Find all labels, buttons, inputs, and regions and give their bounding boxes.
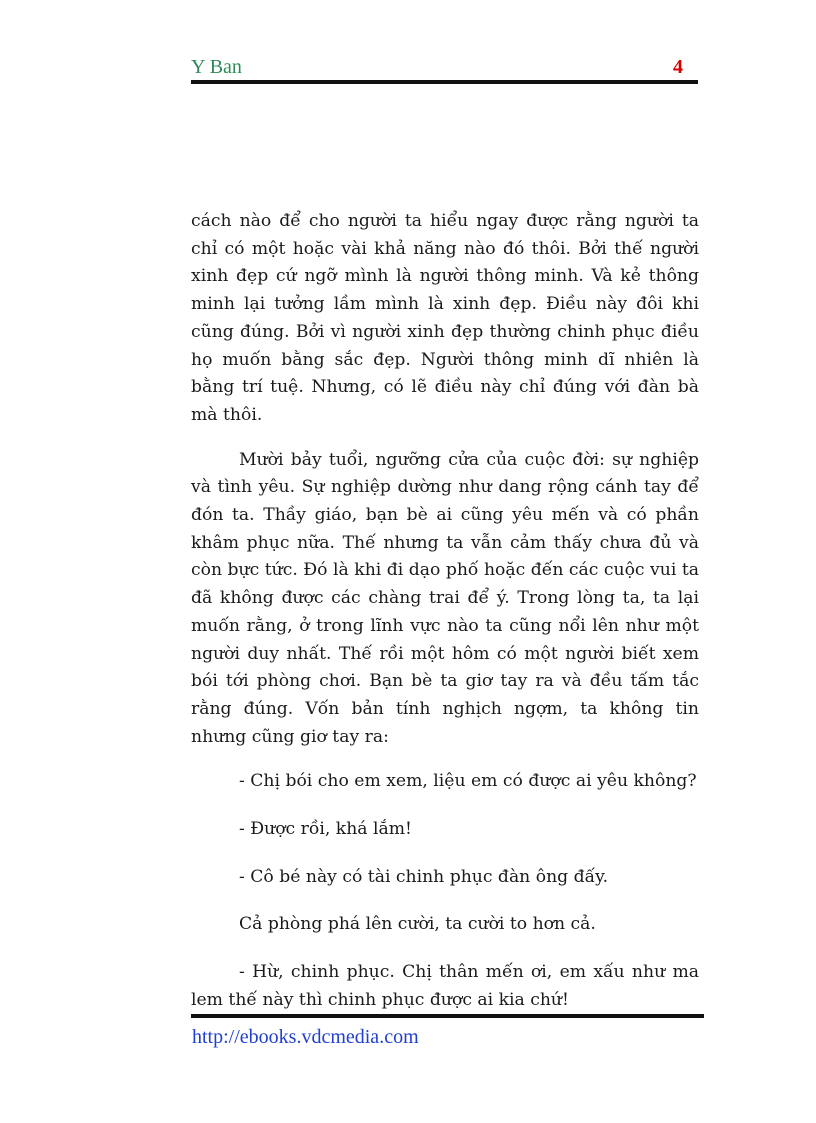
paragraph-seventeen: Mười bảy tuổi, ngưỡng cửa của cuộc đời: sự nghiệp và tình yêu. Sự nghiệp dường như dang rộng cánh tay để đón ta. Thầy giáo, bạn bè ai cũng yêu mến và có phần khâm phục nữa. Thế nhưng ta vẫn cảm thấy chưa đủ và còn bực tức. Đó là khi đi dạo phố hoặc đến các cuộc vui ta đã không được các chàng trai để ý. Trong lòng ta, ta lại muốn rằng, ở trong lĩnh vực nào ta cũng nổi lên như một người duy nhất. Thế rồi một hôm có một người biết xem bói tới phòng chơi. Bạn bè ta giơ tay ra và đều tấm tắc rằng đúng. Vốn bản tính nghịch ngợm, ta không tin nhưng cũng giơ tay ra: <box>191 449 699 747</box>
dialog-line-3: - Cô bé này có tài chinh phục đàn ông đấy. <box>239 866 609 887</box>
page-header <box>191 56 697 80</box>
author-name: Y Ban <box>191 56 242 78</box>
footer-link[interactable]: http://ebooks.vdcmedia.com <box>192 1026 419 1048</box>
body-text <box>191 208 699 1032</box>
narration-line: Cả phòng phá lên cười, ta cười to hơn cả. <box>239 914 596 935</box>
dialog-line-1: - Chị bói cho em xem, liệu em có được ai yêu không? <box>239 771 697 792</box>
footer-divider <box>191 1014 704 1018</box>
header-divider <box>191 80 698 84</box>
paragraph-continuation: cách nào để cho người ta hiểu ngay được rằng người ta chỉ có một hoặc vài khả năng nào đó thôi. Bởi thế người xinh đẹp cứ ngỡ mình là người thông minh. Và kẻ thông minh lại tưởng lầm mình là xinh đẹp. Điều này đôi khi cũng đúng. Bởi vì người xinh đẹp thường chinh phục điều họ muốn bằng sắc đẹp. Người thông minh dĩ nhiên là bằng trí tuệ. Nhưng, có lẽ điều này chỉ đúng với đàn bà mà thôi. <box>191 211 699 425</box>
dialog-line-2: - Được rồi, khá lắm! <box>239 819 412 840</box>
dialog-line-4: - Hừ, chinh phục. Chị thân mến ơi, em xấu như ma lem thế này thì chinh phục được ai kia chứ! <box>191 962 699 1010</box>
page-number: 4 <box>673 56 683 78</box>
